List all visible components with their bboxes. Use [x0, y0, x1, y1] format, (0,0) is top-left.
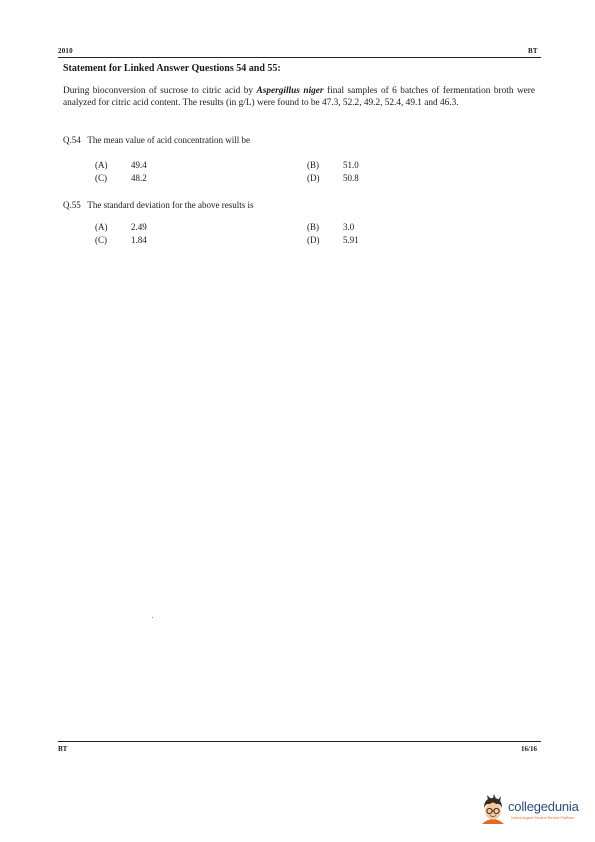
option-label: (D) [307, 173, 320, 183]
option-value: 2.49 [131, 222, 147, 232]
option-label: (A) [95, 160, 108, 170]
option-label: (C) [95, 173, 107, 183]
option-54-b[interactable] [307, 160, 359, 170]
option-value: 3.0 [343, 222, 355, 232]
option-value: 49.4 [131, 160, 147, 170]
option-value: 51.0 [343, 160, 359, 170]
mascot-icon [478, 794, 508, 826]
question-number: Q.54 [63, 135, 81, 145]
option-label: (D) [307, 235, 320, 245]
scan-speck [152, 617, 153, 618]
option-55-d[interactable] [307, 235, 359, 245]
option-55-a[interactable] [95, 222, 147, 232]
option-value: 48.2 [131, 173, 147, 183]
header-rule [58, 57, 541, 58]
question-statement [63, 86, 535, 109]
option-value: 50.8 [343, 173, 359, 183]
option-55-b[interactable] [307, 222, 354, 232]
option-value: 1.84 [131, 235, 147, 245]
header-paper-code: BT [528, 47, 538, 55]
question-number: Q.55 [63, 200, 81, 210]
question-54 [63, 135, 250, 145]
option-value: 5.91 [343, 235, 359, 245]
option-54-d[interactable] [307, 173, 359, 183]
option-label: (B) [307, 160, 319, 170]
header-year: 2010 [58, 47, 73, 55]
organism-name: Aspergillus niger [256, 86, 324, 96]
collegedunia-logo [478, 794, 588, 828]
option-54-c[interactable] [95, 173, 147, 183]
option-label: (A) [95, 222, 108, 232]
statement-text-end: final samples of 6 batches of fermentation broth were analyzed for citric acid content. The results (in g/L) were found to be 47.3, 52.2, 49.2, 52.4, 49.1 and 46.3. [63, 86, 536, 108]
footer-rule [58, 741, 541, 742]
logo-tagline: India's largest Student Review Platform [511, 816, 574, 820]
logo-wordmark: collegedunia [508, 799, 579, 814]
question-text: The mean value of acid concentration will be [87, 135, 251, 145]
question-text: The standard deviation for the above results is [87, 200, 254, 210]
section-heading: Statement for Linked Answer Questions 54 and 55: [63, 63, 281, 74]
option-label: (B) [307, 222, 319, 232]
footer-page-number: 16/16 [521, 745, 537, 753]
statement-text-start: During bioconversion of sucrose to citric acid by [63, 86, 257, 96]
question-55 [63, 200, 254, 210]
footer-paper-code: BT [58, 745, 68, 753]
option-55-c[interactable] [95, 235, 147, 245]
option-label: (C) [95, 235, 107, 245]
option-54-a[interactable] [95, 160, 147, 170]
